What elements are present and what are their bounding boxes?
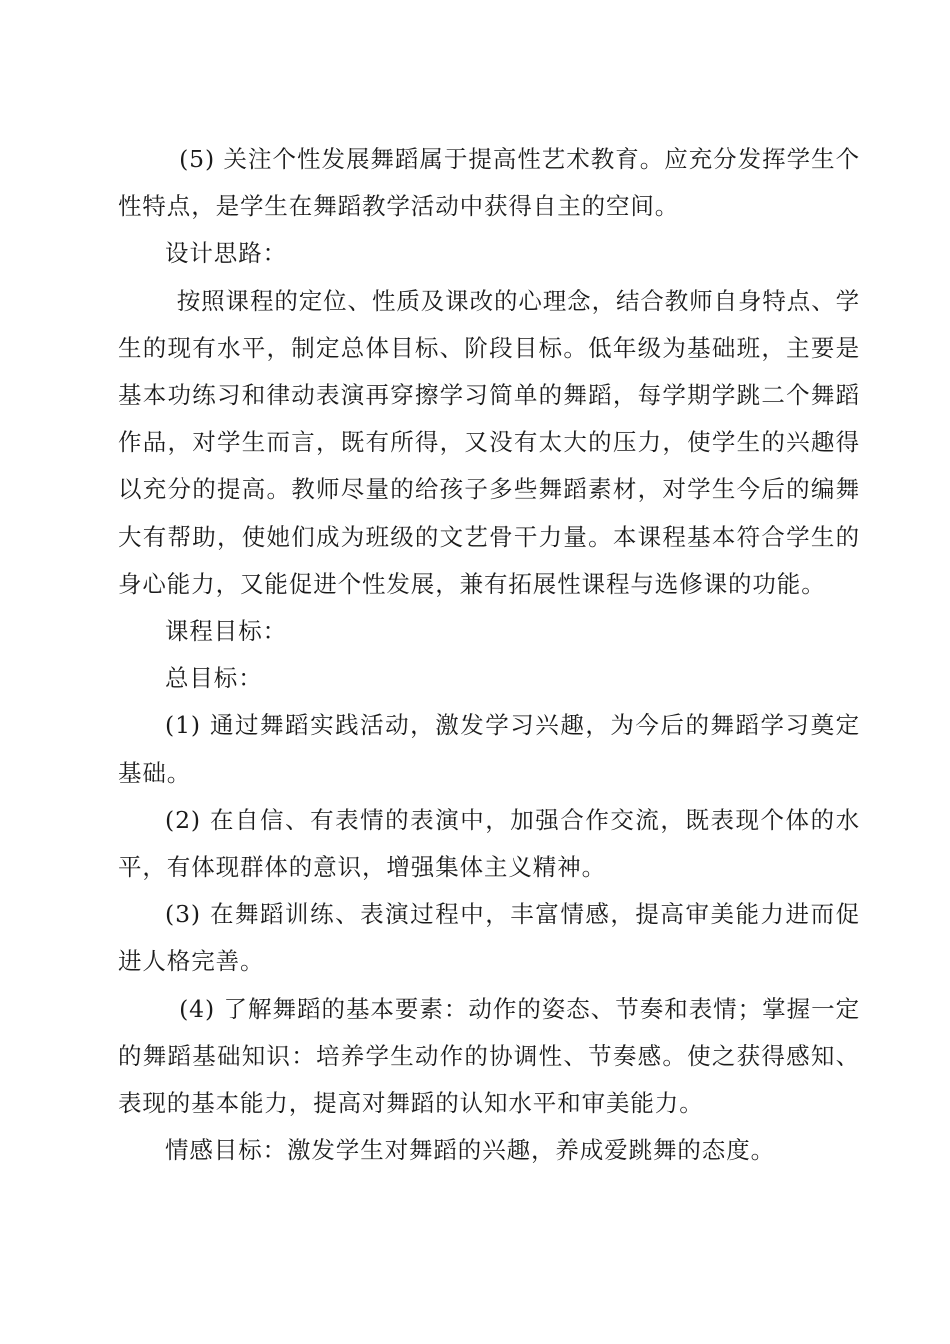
heading-overall-goals: 总目标：: [165, 664, 263, 693]
heading-course-goals: 课程目标：: [165, 617, 287, 646]
paragraph-goal-1: (1) 通过舞蹈实践活动，激发学习兴趣，为今后的舞蹈学习奠定基础。: [118, 711, 860, 787]
paragraph-goal-3: (3) 在舞蹈训练、表演过程中，丰富情感，提高审美能力进而促进人格完善。: [118, 900, 860, 976]
paragraph-item-5: (5) 关注个性发展舞蹈属于提高性艺术教育。应充分发挥学生个性特点，是学生在舞蹈教学活动中获得自主的空间。: [118, 145, 860, 221]
document-body: [118, 136, 860, 1174]
paragraph-design-approach: 按照课程的定位、性质及课改的心理念，结合教师自身特点、学生的现有水平，制定总体目标、阶段目标。低年级为基础班，主要是基本功练习和律动表演再穿擦学习简单的舞蹈，每学期学跳二个舞蹈作品，对学生而言，既有所得，又没有太大的压力，使学生的兴趣得以充分的提高。教师尽量的给孩子多些舞蹈素材，对学生今后的编舞大有帮助，使她们成为班级的文艺骨干力量。本课程基本符合学生的身心能力，又能促进个性发展，兼有拓展性课程与选修课的功能。: [118, 286, 860, 598]
heading-design-approach: 设计思路：: [165, 239, 287, 268]
paragraph-goal-4: (4) 了解舞蹈的基本要素：动作的姿态、节奏和表情；掌握一定的舞蹈基础知识：培养学生动作的协调性、节奏感。使之获得感知、表现的基本能力，提高对舞蹈的认知水平和审美能力。: [118, 994, 860, 1118]
paragraph-emotional-goal: 情感目标：激发学生对舞蹈的兴趣，养成爱跳舞的态度。: [165, 1136, 775, 1165]
paragraph-goal-2: (2) 在自信、有表情的表演中，加强合作交流，既表现个体的水平，有体现群体的意识，增强集体主义精神。: [118, 805, 860, 882]
